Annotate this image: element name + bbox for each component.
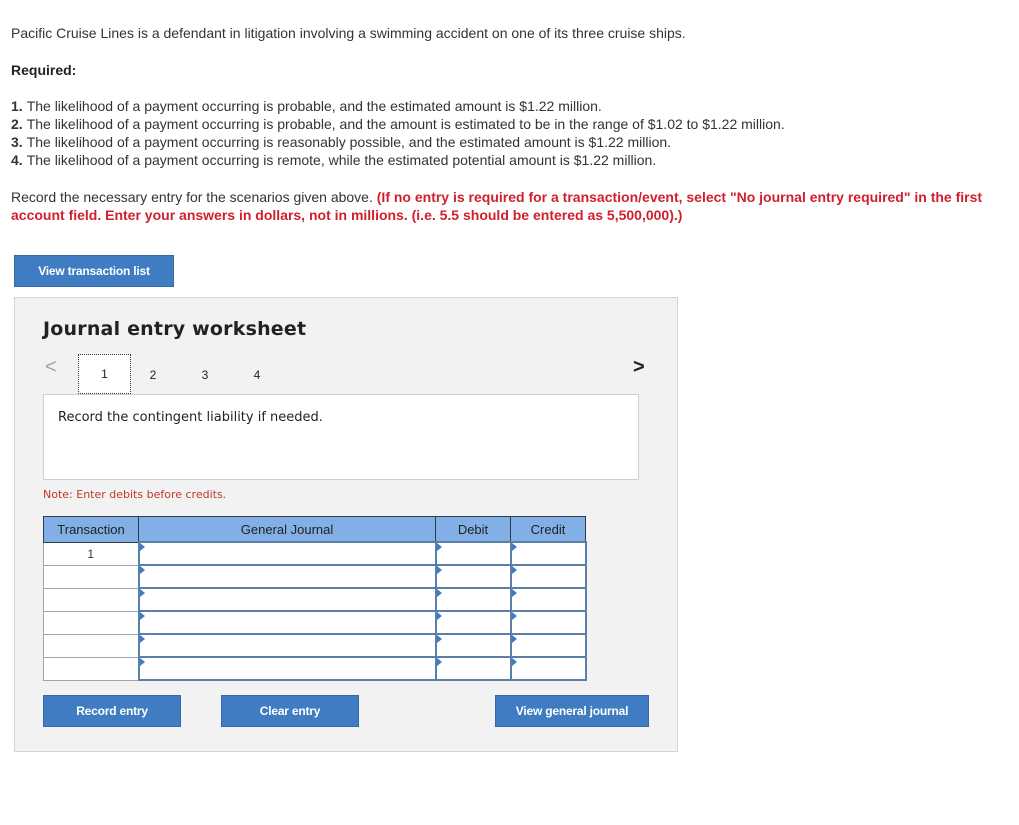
instructions [11, 188, 1001, 224]
transaction-cell [44, 588, 139, 611]
table-row [44, 542, 586, 565]
account-dropdown[interactable] [139, 634, 436, 657]
dropdown-marker-icon [140, 543, 145, 551]
clear-entry-button[interactable]: Clear entry [221, 695, 359, 727]
scenario-item [11, 97, 785, 115]
scenario-text: The likelihood of a payment occurring is probable, and the estimated amount is $1.22 million. [26, 98, 602, 114]
instructions-text: Record the necessary entry for the scenarios given above. [11, 189, 373, 205]
dropdown-marker-icon [437, 589, 442, 597]
dropdown-marker-icon [140, 658, 145, 666]
problem-intro: Pacific Cruise Lines is a defendant in litigation involving a swimming accident on one of its three cruise ships. [11, 25, 686, 41]
account-dropdown[interactable] [139, 611, 436, 634]
dropdown-marker-icon [437, 566, 442, 574]
table-row [44, 588, 586, 611]
header-transaction: Transaction [44, 517, 139, 543]
debit-input[interactable] [436, 565, 511, 588]
tab-3[interactable]: 3 [201, 368, 209, 382]
dropdown-marker-icon [512, 612, 517, 620]
dropdown-marker-icon [512, 566, 517, 574]
scenario-number: 2. [11, 116, 23, 132]
account-dropdown[interactable] [139, 588, 436, 611]
journal-table [43, 516, 587, 681]
header-debit: Debit [436, 517, 511, 543]
debit-input[interactable] [436, 634, 511, 657]
debit-input[interactable] [436, 588, 511, 611]
header-credit: Credit [511, 517, 586, 543]
table-row [44, 565, 586, 588]
scenario-list [11, 97, 785, 169]
dropdown-marker-icon [512, 658, 517, 666]
prompt-box [43, 394, 639, 480]
transaction-cell: 1 [44, 542, 139, 565]
dropdown-marker-icon [512, 589, 517, 597]
required-heading: Required: [11, 62, 77, 78]
account-dropdown[interactable] [139, 657, 436, 680]
dropdown-marker-icon [437, 635, 442, 643]
scenario-text: The likelihood of a payment occurring is probable, and the amount is estimated to be in the range of $1.02 to $1.22 million. [26, 116, 785, 132]
tab-1[interactable]: 1 [78, 354, 131, 394]
credit-input[interactable] [511, 542, 586, 565]
scenario-text: The likelihood of a payment occurring is remote, while the estimated potential amount is $1.22 million. [26, 152, 657, 168]
instructions-emphasis: (If no entry is required for a transaction/event, select "No journal entry required" in the first account field. Enter your answers in dollars, not in millions. (i.e. 5.5 should be entered as 5,500,000).) [11, 189, 983, 223]
table-row [44, 634, 586, 657]
journal-entry-worksheet [14, 297, 678, 752]
credit-input[interactable] [511, 657, 586, 680]
dropdown-marker-icon [437, 612, 442, 620]
scenario-number: 1. [11, 98, 23, 114]
transaction-cell [44, 657, 139, 680]
debit-input[interactable] [436, 542, 511, 565]
tab-4[interactable]: 4 [253, 368, 261, 382]
transaction-cell [44, 565, 139, 588]
record-entry-button[interactable]: Record entry [43, 695, 181, 727]
scenario-number: 3. [11, 134, 23, 150]
account-dropdown[interactable] [139, 542, 436, 565]
dropdown-marker-icon [140, 612, 145, 620]
dropdown-marker-icon [140, 635, 145, 643]
dropdown-marker-icon [437, 658, 442, 666]
chevron-right-icon[interactable]: > [633, 356, 645, 378]
dropdown-marker-icon [512, 635, 517, 643]
credit-input[interactable] [511, 588, 586, 611]
debit-input[interactable] [436, 611, 511, 634]
transaction-cell [44, 611, 139, 634]
debit-input[interactable] [436, 657, 511, 680]
scenario-number: 4. [11, 152, 23, 168]
credit-input[interactable] [511, 611, 586, 634]
dropdown-marker-icon [437, 543, 442, 551]
table-row [44, 657, 586, 680]
scenario-item [11, 133, 785, 151]
dropdown-marker-icon [140, 589, 145, 597]
chevron-left-icon[interactable]: < [45, 356, 57, 378]
note-text: Note: Enter debits before credits. [43, 488, 227, 501]
view-general-journal-button[interactable]: View general journal [495, 695, 649, 727]
view-transaction-list-button[interactable]: View transaction list [14, 255, 174, 287]
credit-input[interactable] [511, 565, 586, 588]
credit-input[interactable] [511, 634, 586, 657]
prompt-text: Record the contingent liability if needed. [58, 410, 323, 425]
dropdown-marker-icon [512, 543, 517, 551]
worksheet-title: Journal entry worksheet [43, 318, 307, 340]
scenario-item [11, 115, 785, 133]
transaction-cell [44, 634, 139, 657]
scenario-item [11, 151, 785, 169]
tab-2[interactable]: 2 [149, 368, 157, 382]
scenario-text: The likelihood of a payment occurring is reasonably possible, and the estimated amount is $1.22 million. [26, 134, 672, 150]
table-row [44, 611, 586, 634]
dropdown-marker-icon [140, 566, 145, 574]
header-general-journal: General Journal [139, 517, 436, 543]
account-dropdown[interactable] [139, 565, 436, 588]
